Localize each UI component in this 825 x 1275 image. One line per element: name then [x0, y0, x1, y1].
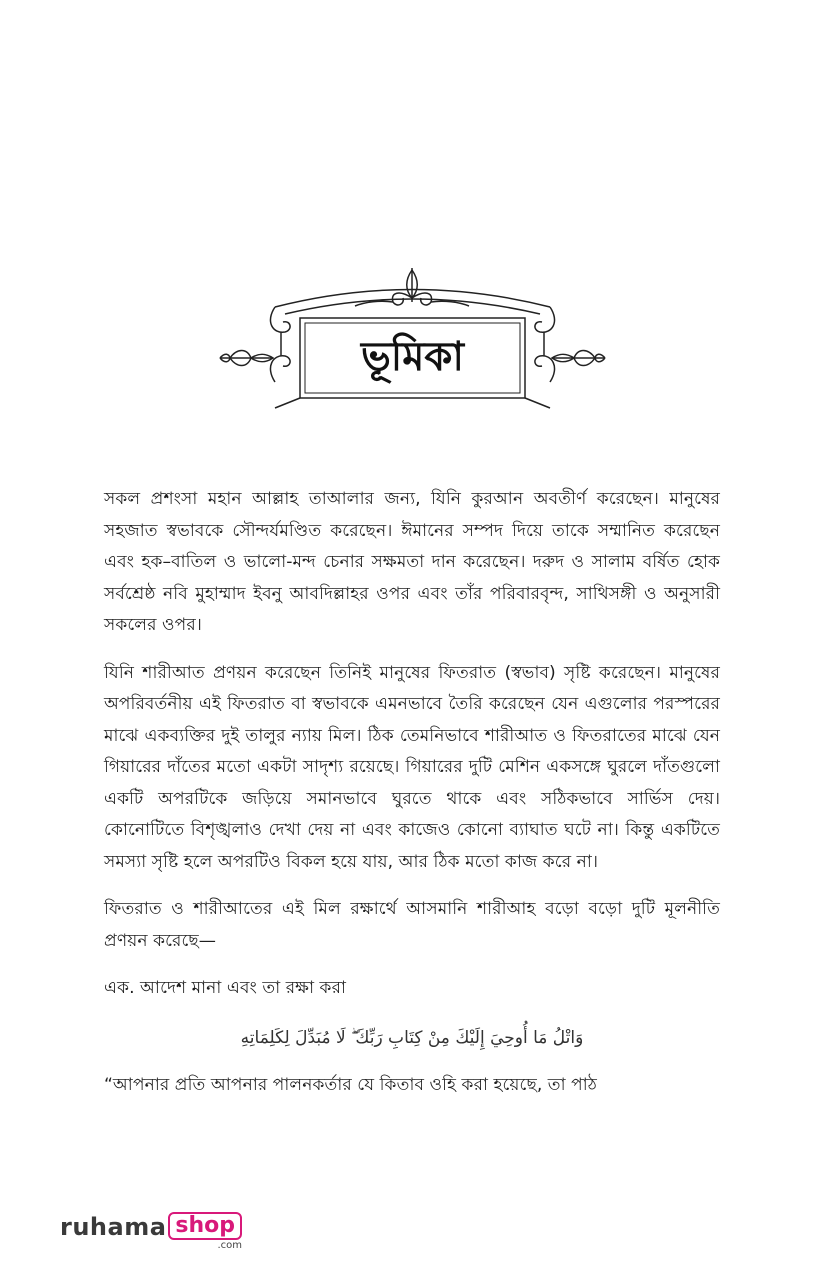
- paragraph-3: ফিতরাত ও শারীআতের এই মিল রক্ষার্থে আসমানি শারীআহ বড়ো বড়ো দুটি মূলনীতি প্রণয়ন করেছে—: [104, 899, 720, 951]
- logo-text-shop: shop: [168, 1212, 242, 1240]
- logo-shop-wrap: [168, 1212, 243, 1251]
- heading-box: [300, 318, 525, 398]
- page-heading: ভূমিকা: [360, 333, 465, 380]
- quote-start: “আপনার প্রতি আপনার পালনকর্তার যে কিতাব ওহি করা হয়েছে, তা পাঠ: [104, 1075, 597, 1095]
- ruhamashop-logo: [60, 1212, 242, 1252]
- logo-text-com: .com: [217, 1240, 243, 1251]
- logo-text-ruhama: ruhama: [60, 1213, 167, 1241]
- arabic-verse: وَاتْلُ مَا أُوحِيَ إِلَيْكَ مِنْ كِتَابِ رَبِّكَ ۖ لَا مُبَدِّلَ لِكَلِمَاتِهِ: [240, 1027, 584, 1048]
- body-text: [104, 484, 720, 1118]
- paragraph-2: যিনি শারীআত প্রণয়ন করেছেন তিনিই মানুষের ফিতরাত (স্বভাব) সৃষ্টি করেছেন। মানুষের অপরিবর্তনীয় এই ফিতরাত বা স্বভাবকে এমনভাবে তৈরি করেছেন যেন এগুলোর পরস্পরের মাঝে একব্যক্তির দুই তালুর ন্যায় মিল। ঠিক তেমনিভাবে শারীআত ও ফিতরাতের মাঝে যেন গিয়ারের দাঁতের মতো একটা সাদৃশ্য রয়েছে। গিয়ারের দুটি মেশিন একসঙ্গে ঘুরলে দাঁতগুলো একটি অপরটিকে জড়িয়ে সমানভাবে ঘুরতে থাকে এবং সঠিকভাবে সার্ভিস দেয়। কোনোটিতে বিশৃঙ্খলাও দেখা দেয় না এবং কাজেও কোনো ব্যাঘাত ঘটে না। কিন্তু একটিতে সমস্যা সৃষ্টি হলে অপরটিও বিকল হয়ে যায়, আর ঠিক মতো কাজ করে না।: [104, 662, 720, 872]
- paragraph-1: সকল প্রশংসা মহান আল্লাহ তাআলার জন্য, যিনি কুরআন অবতীর্ণ করেছেন। মানুষের সহজাত স্বভাবকে সৌন্দর্যমণ্ডিত করেছেন। ঈমানের সম্পদ দিয়ে তাকে সম্মানিত করেছেন এবং হক–বাতিল ও ভালো-মন্দ চেনার সক্ষমতা দান করেছেন। দরুদ ও সালাম বর্ষিত হোক সর্বশ্রেষ্ঠ নবি মুহাম্মাদ ইবনু আবদিল্লাহর ওপর এবং তাঁর পরিবারবৃন্দ, সাথিসঙ্গী ও অনুসারী সকলের ওপর।: [104, 489, 720, 635]
- point-one: এক. আদেশ মানা এবং তা রক্ষা করা: [104, 978, 347, 998]
